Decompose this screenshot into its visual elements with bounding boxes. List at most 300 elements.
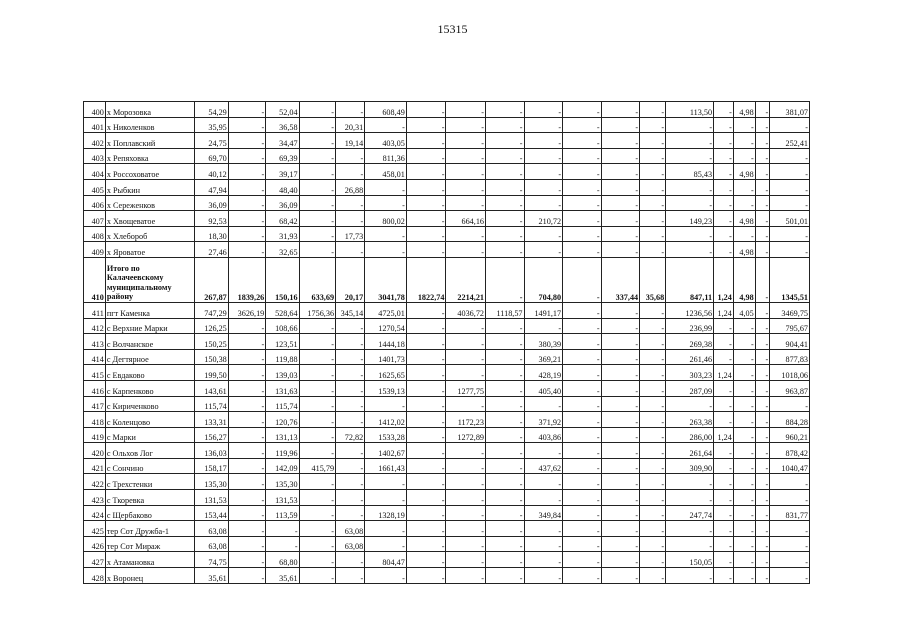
table-row [84, 102, 810, 118]
value-cell: - [563, 443, 602, 459]
value-cell: - [755, 365, 770, 381]
value-cell: 664,16 [446, 211, 486, 227]
value-cell: - [755, 226, 770, 242]
settlement-name: с Дегтярное [105, 349, 195, 365]
value-cell: - [228, 490, 265, 506]
value-cell: - [640, 117, 666, 133]
value-cell: - [714, 318, 734, 334]
value-cell: - [228, 536, 265, 552]
value-cell: - [299, 568, 335, 584]
value-cell: - [563, 226, 602, 242]
value-cell: - [640, 568, 666, 584]
value-cell: - [733, 490, 755, 506]
value-cell: - [563, 349, 602, 365]
value-cell: - [770, 117, 810, 133]
value-cell: - [563, 427, 602, 443]
value-cell: 92,53 [195, 211, 228, 227]
value-cell: - [714, 242, 734, 258]
value-cell: - [714, 133, 734, 149]
value-cell: 1822,74 [406, 257, 446, 302]
value-cell: - [563, 117, 602, 133]
value-cell: - [770, 195, 810, 211]
value-cell: - [365, 536, 407, 552]
value-cell: - [406, 349, 446, 365]
value-cell: - [755, 302, 770, 318]
value-cell: - [714, 458, 734, 474]
value-cell: - [601, 412, 640, 428]
value-cell: - [755, 474, 770, 490]
value-cell: - [446, 443, 486, 459]
settlement-name: с Трехстенки [105, 474, 195, 490]
row-number: 421 [84, 458, 106, 474]
value-cell: - [601, 242, 640, 258]
settlement-name: х Атамановка [105, 552, 195, 568]
table-row [84, 427, 810, 443]
value-cell: - [446, 568, 486, 584]
value-cell: - [336, 412, 365, 428]
value-cell: 142,09 [266, 458, 299, 474]
value-cell: - [406, 568, 446, 584]
value-cell: - [666, 117, 714, 133]
value-cell: - [770, 568, 810, 584]
value-cell: - [228, 396, 265, 412]
value-cell: - [770, 179, 810, 195]
value-cell: - [714, 102, 734, 118]
value-cell: - [755, 412, 770, 428]
value-cell: 371,92 [524, 412, 563, 428]
value-cell: - [733, 318, 755, 334]
value-cell: - [299, 318, 335, 334]
value-cell: - [601, 349, 640, 365]
value-cell: - [365, 117, 407, 133]
value-cell: 54,29 [195, 102, 228, 118]
value-cell: 704,80 [524, 257, 563, 302]
value-cell: 528,64 [266, 302, 299, 318]
value-cell: - [486, 536, 525, 552]
value-cell: - [486, 242, 525, 258]
value-cell: 4,05 [733, 302, 755, 318]
value-cell: - [266, 521, 299, 537]
value-cell: 210,72 [524, 211, 563, 227]
value-cell: - [714, 568, 734, 584]
value-cell: - [486, 427, 525, 443]
settlement-name: х Яроватое [105, 242, 195, 258]
value-cell: - [563, 458, 602, 474]
value-cell: - [446, 318, 486, 334]
row-number: 419 [84, 427, 106, 443]
value-cell: 4,98 [733, 211, 755, 227]
value-cell: - [640, 148, 666, 164]
table-row [84, 117, 810, 133]
value-cell: - [563, 568, 602, 584]
value-cell: - [446, 334, 486, 350]
value-cell: 150,05 [666, 552, 714, 568]
row-number: 402 [84, 133, 106, 149]
row-number: 414 [84, 349, 106, 365]
value-cell: - [228, 521, 265, 537]
value-cell: - [755, 536, 770, 552]
value-cell: 3041,78 [365, 257, 407, 302]
value-cell: - [336, 365, 365, 381]
value-cell: - [733, 396, 755, 412]
value-cell: 287,09 [666, 380, 714, 396]
value-cell: - [446, 179, 486, 195]
value-cell: - [666, 490, 714, 506]
value-cell: - [640, 195, 666, 211]
value-cell: - [714, 148, 734, 164]
value-cell: - [524, 396, 563, 412]
value-cell: - [406, 521, 446, 537]
value-cell: - [755, 164, 770, 180]
value-cell: 1345,51 [770, 257, 810, 302]
value-cell: - [640, 164, 666, 180]
value-cell: - [601, 521, 640, 537]
table-row [84, 365, 810, 381]
value-cell: 20,31 [336, 117, 365, 133]
row-number: 424 [84, 505, 106, 521]
value-cell: - [524, 102, 563, 118]
settlement-name: с Щербаково [105, 505, 195, 521]
value-cell: 847,11 [666, 257, 714, 302]
table-row [84, 568, 810, 584]
value-cell: - [755, 133, 770, 149]
row-number: 410 [84, 257, 106, 302]
value-cell: - [563, 505, 602, 521]
value-cell: 115,74 [266, 396, 299, 412]
value-cell: 4,98 [733, 102, 755, 118]
value-cell: - [770, 536, 810, 552]
value-cell: - [406, 318, 446, 334]
value-cell: 428,19 [524, 365, 563, 381]
value-cell: - [446, 164, 486, 180]
table-row [84, 490, 810, 506]
value-cell: - [563, 474, 602, 490]
value-cell: - [406, 179, 446, 195]
value-cell: - [406, 117, 446, 133]
value-cell: 31,93 [266, 226, 299, 242]
value-cell: - [336, 505, 365, 521]
value-cell: - [666, 474, 714, 490]
value-cell: - [524, 179, 563, 195]
value-cell: - [563, 490, 602, 506]
value-cell: 795,67 [770, 318, 810, 334]
value-cell: - [365, 242, 407, 258]
value-cell: - [563, 396, 602, 412]
value-cell: 380,39 [524, 334, 563, 350]
value-cell: - [486, 257, 525, 302]
table-row [84, 148, 810, 164]
value-cell: - [336, 443, 365, 459]
value-cell: - [299, 443, 335, 459]
value-cell: 904,41 [770, 334, 810, 350]
value-cell: - [486, 334, 525, 350]
value-cell: 115,74 [195, 396, 228, 412]
value-cell: 1328,19 [365, 505, 407, 521]
value-cell: 131,53 [195, 490, 228, 506]
value-cell: - [406, 380, 446, 396]
value-cell: 1402,67 [365, 443, 407, 459]
value-cell: 1401,73 [365, 349, 407, 365]
value-cell: 119,96 [266, 443, 299, 459]
value-cell: - [228, 195, 265, 211]
value-cell: 877,83 [770, 349, 810, 365]
value-cell: 4,98 [733, 257, 755, 302]
value-cell: - [228, 552, 265, 568]
value-cell: - [666, 148, 714, 164]
value-cell: - [770, 164, 810, 180]
settlement-name: с Марки [105, 427, 195, 443]
value-cell: - [228, 242, 265, 258]
value-cell: - [486, 226, 525, 242]
value-cell: 36,09 [266, 195, 299, 211]
value-cell: - [755, 349, 770, 365]
table-row [84, 474, 810, 490]
value-cell: - [640, 318, 666, 334]
value-cell: 1756,36 [299, 302, 335, 318]
table-row [84, 242, 810, 258]
value-cell: - [486, 148, 525, 164]
settlement-name: х Воронец [105, 568, 195, 584]
row-number: 412 [84, 318, 106, 334]
value-cell: - [486, 179, 525, 195]
value-cell: - [563, 412, 602, 428]
value-cell: 85,43 [666, 164, 714, 180]
value-cell: 63,08 [195, 521, 228, 537]
value-cell: - [601, 396, 640, 412]
value-cell: 108,66 [266, 318, 299, 334]
value-cell: 39,17 [266, 164, 299, 180]
value-cell: - [446, 133, 486, 149]
value-cell: - [770, 521, 810, 537]
value-cell: - [524, 318, 563, 334]
settlement-name: с Ткоревка [105, 490, 195, 506]
value-cell: 68,42 [266, 211, 299, 227]
value-cell: - [299, 552, 335, 568]
value-cell: 369,21 [524, 349, 563, 365]
value-cell: - [666, 521, 714, 537]
value-cell: - [336, 164, 365, 180]
row-number: 400 [84, 102, 106, 118]
value-cell: 1172,23 [446, 412, 486, 428]
row-number: 428 [84, 568, 106, 584]
value-cell: - [733, 521, 755, 537]
value-cell: 1661,43 [365, 458, 407, 474]
value-cell: - [563, 148, 602, 164]
settlement-name: тер Сот Дружба-1 [105, 521, 195, 537]
value-cell: - [446, 117, 486, 133]
row-number: 420 [84, 443, 106, 459]
value-cell: - [714, 412, 734, 428]
row-number: 409 [84, 242, 106, 258]
value-cell: - [486, 458, 525, 474]
value-cell: - [770, 226, 810, 242]
value-cell: - [228, 443, 265, 459]
value-cell: - [733, 226, 755, 242]
value-cell: - [365, 490, 407, 506]
value-cell: - [733, 179, 755, 195]
value-cell: - [563, 257, 602, 302]
value-cell: - [601, 117, 640, 133]
value-cell: - [770, 474, 810, 490]
value-cell: - [228, 334, 265, 350]
value-cell: - [228, 365, 265, 381]
value-cell: - [446, 474, 486, 490]
value-cell: - [755, 568, 770, 584]
value-cell: - [563, 211, 602, 227]
value-cell: - [299, 396, 335, 412]
value-cell: - [446, 242, 486, 258]
value-cell: - [640, 179, 666, 195]
value-cell: - [365, 226, 407, 242]
table-row [84, 164, 810, 180]
row-number: 425 [84, 521, 106, 537]
value-cell: 252,41 [770, 133, 810, 149]
value-cell: - [601, 164, 640, 180]
row-number: 413 [84, 334, 106, 350]
value-cell: - [406, 490, 446, 506]
value-cell: 4725,01 [365, 302, 407, 318]
value-cell: - [524, 568, 563, 584]
value-cell: 34,47 [266, 133, 299, 149]
value-cell: - [336, 380, 365, 396]
value-cell: - [336, 349, 365, 365]
value-cell: - [486, 164, 525, 180]
value-cell: - [336, 195, 365, 211]
value-cell: - [640, 505, 666, 521]
value-cell: - [755, 521, 770, 537]
value-cell: - [228, 117, 265, 133]
value-cell: - [486, 365, 525, 381]
row-number: 405 [84, 179, 106, 195]
value-cell: - [228, 427, 265, 443]
value-cell: - [601, 318, 640, 334]
value-cell: - [563, 164, 602, 180]
value-cell: 4,98 [733, 164, 755, 180]
value-cell: - [770, 396, 810, 412]
table-row [84, 552, 810, 568]
value-cell: 36,58 [266, 117, 299, 133]
value-cell: - [486, 490, 525, 506]
value-cell: - [601, 179, 640, 195]
value-cell: - [524, 552, 563, 568]
value-cell: - [733, 412, 755, 428]
value-cell: - [299, 505, 335, 521]
value-cell: 1018,06 [770, 365, 810, 381]
value-cell: - [666, 195, 714, 211]
value-cell: 4036,72 [446, 302, 486, 318]
value-cell: 35,95 [195, 117, 228, 133]
value-cell: - [666, 568, 714, 584]
table-total-row [84, 257, 810, 302]
value-cell: - [406, 458, 446, 474]
value-cell: - [228, 211, 265, 227]
value-cell: 123,51 [266, 334, 299, 350]
value-cell: - [714, 179, 734, 195]
table-row [84, 521, 810, 537]
value-cell: 1444,18 [365, 334, 407, 350]
value-cell: - [640, 380, 666, 396]
value-cell: - [733, 380, 755, 396]
table-row [84, 536, 810, 552]
value-cell: - [299, 365, 335, 381]
value-cell: - [336, 552, 365, 568]
settlement-name: х Репяховка [105, 148, 195, 164]
value-cell: - [714, 349, 734, 365]
value-cell: - [640, 474, 666, 490]
value-cell: - [406, 412, 446, 428]
value-cell: - [733, 568, 755, 584]
value-cell: - [755, 334, 770, 350]
value-cell: 40,12 [195, 164, 228, 180]
settlement-name: с Кириченково [105, 396, 195, 412]
value-cell: - [406, 133, 446, 149]
value-cell: - [733, 458, 755, 474]
settlement-name: х Хвощеватое [105, 211, 195, 227]
value-cell: - [228, 380, 265, 396]
value-cell: - [524, 490, 563, 506]
value-cell: 1118,57 [486, 302, 525, 318]
value-cell: - [755, 257, 770, 302]
value-cell: 24,75 [195, 133, 228, 149]
value-cell: - [336, 396, 365, 412]
value-cell: - [563, 133, 602, 149]
value-cell: - [524, 148, 563, 164]
value-cell: 1539,13 [365, 380, 407, 396]
value-cell: - [486, 102, 525, 118]
value-cell: - [770, 242, 810, 258]
value-cell: 303,23 [666, 365, 714, 381]
value-cell: 1,24 [714, 427, 734, 443]
value-cell: - [601, 365, 640, 381]
value-cell: - [714, 396, 734, 412]
value-cell: - [601, 334, 640, 350]
value-cell: 960,21 [770, 427, 810, 443]
value-cell: - [446, 226, 486, 242]
value-cell: - [733, 133, 755, 149]
settlement-name: с Ольхов Лог [105, 443, 195, 459]
value-cell: - [640, 226, 666, 242]
value-cell: - [524, 521, 563, 537]
value-cell: - [299, 133, 335, 149]
value-cell: 405,40 [524, 380, 563, 396]
value-cell: 501,01 [770, 211, 810, 227]
value-cell: - [365, 179, 407, 195]
value-cell: 831,77 [770, 505, 810, 521]
value-cell: - [228, 318, 265, 334]
value-cell: 135,30 [266, 474, 299, 490]
value-cell: 35,68 [640, 257, 666, 302]
value-cell: - [755, 505, 770, 521]
value-cell: - [299, 179, 335, 195]
value-cell: 2214,21 [446, 257, 486, 302]
value-cell: - [601, 195, 640, 211]
settlement-name: пгт Каменка [105, 302, 195, 318]
value-cell: - [755, 211, 770, 227]
value-cell: - [446, 458, 486, 474]
value-cell: - [446, 396, 486, 412]
value-cell: - [336, 334, 365, 350]
table-row [84, 443, 810, 459]
value-cell: - [733, 443, 755, 459]
value-cell: - [601, 536, 640, 552]
value-cell: - [299, 334, 335, 350]
value-cell: - [640, 458, 666, 474]
value-cell: 149,23 [666, 211, 714, 227]
value-cell: - [299, 195, 335, 211]
value-cell: - [601, 102, 640, 118]
settlement-name: с Сончино [105, 458, 195, 474]
value-cell: - [601, 380, 640, 396]
